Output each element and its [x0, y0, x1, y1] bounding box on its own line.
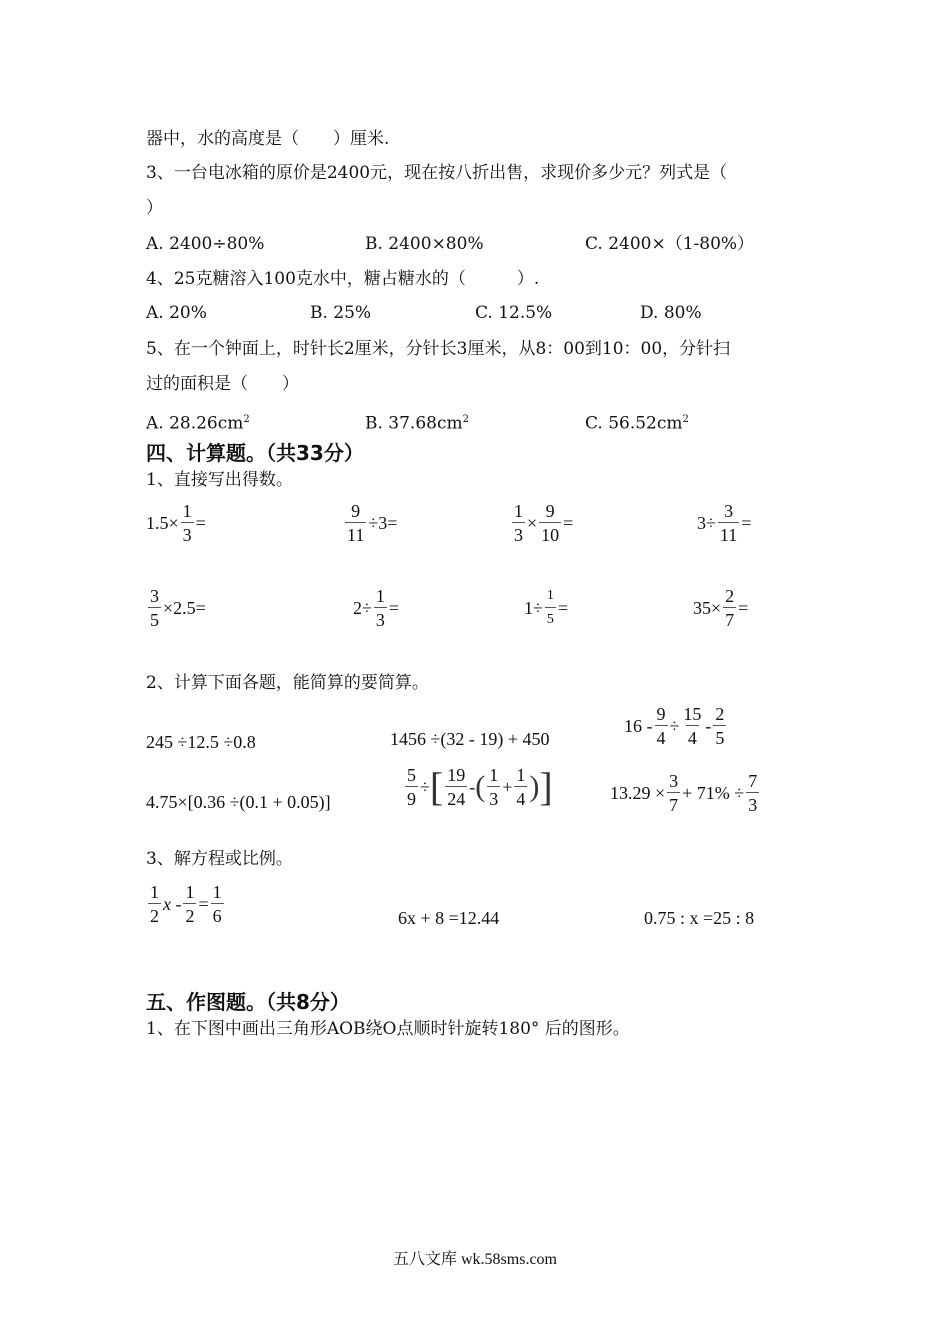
section4-sub3: 3、解方程或比例。 [146, 849, 293, 869]
equation-1: $\frac{1}{2}$ x - $\frac{1}{2}$ = $\frac{1}{6}$ [150, 882, 222, 926]
q4-option-d: D. 80% [640, 303, 702, 323]
section5-sub1: 1、在下图中画出三角形AOB绕O点顺时针旋转180° 后的图形。 [146, 1019, 630, 1039]
equation-3: 0.75 : x =25 : 8 [644, 908, 755, 928]
equation-2: 6x + 8 =12.44 [398, 908, 500, 928]
q3-stem: 3、一台电冰箱的原价是2400元，现在按八折出售，求现价多少元？列式是（ [146, 163, 728, 183]
calc-6: 13.29 × $\frac{3}{7}$ + 71% ÷ $\frac{7}{3}$ [610, 771, 758, 815]
oral-4: 3÷ $\frac{3}{11}$ = [697, 501, 752, 545]
q2-continuation: 器中，水的高度是（ ）厘米. [146, 129, 390, 149]
oral-3: $\frac{1}{3}$ × $\frac{9}{10}$ = [514, 501, 574, 545]
q3-option-b: B. 2400×80% [365, 234, 484, 254]
calc-3: 16 - $\frac{9}{4}$ ÷ $\frac{15}{4}$ - $\frac{2}{5}$ [624, 704, 725, 748]
section5-title: 五、作图题。（共8分） [146, 990, 350, 1014]
oral-2: $\frac{9}{11}$ ÷3= [347, 501, 398, 545]
q3-option-a: A. 2400÷80% [146, 234, 265, 254]
oral-7: 1÷ $\frac{1}{5}$ = [524, 588, 569, 627]
oral-1: 1.5× $\frac{1}{3}$ = [146, 501, 206, 545]
section4-sub2: 2、计算下面各题，能简算的要简算。 [146, 673, 429, 693]
q3-stem-cont: ） [146, 198, 163, 218]
q5-option-a: A. $28.26cm^2$ [146, 413, 250, 434]
q5-stem: 5、在一个钟面上，时针长2厘米，分针长3厘米，从8：00到10：00，分针扫 [146, 339, 731, 359]
calc-2: 1456 ÷(32 - 19) + 450 [390, 729, 550, 749]
calc-4: 4.75×[0.36 ÷(0.1 + 0.05)] [146, 792, 331, 812]
section4-title: 四、计算题。（共33分） [146, 441, 364, 465]
q4-option-c: C. 12.5% [475, 303, 553, 323]
q3-option-c: C. 2400×（1-80%） [585, 234, 755, 254]
section4-sub1: 1、直接写出得数。 [146, 470, 293, 490]
q4-option-a: A. 20% [146, 303, 207, 323]
oral-6: 2÷ $\frac{1}{3}$ = [353, 586, 400, 630]
calc-5: $\frac{5}{9}$ ÷ [ $\frac{19}{24}$ - ( $\frac{1}{3}$ + $\frac{1}{4}$ ) ] [407, 764, 553, 809]
footer-watermark: 五八文库 wk.58sms.com [392, 1251, 557, 1268]
oral-8: 35× $\frac{2}{7}$ = [693, 586, 749, 630]
q5-option-c: C. $56.52cm^2$ [585, 413, 689, 434]
q5-option-b: B. $37.68cm^2$ [365, 413, 469, 434]
oral-5: $\frac{3}{5}$ ×2.5= [150, 586, 206, 630]
calc-1: 245 ÷12.5 ÷0.8 [146, 732, 256, 752]
q4-stem: 4、25克糖溶入100克水中，糖占糖水的（ ）. [146, 269, 540, 289]
q5-stem-cont: 过的面积是（ ） [146, 374, 299, 394]
q4-option-b: B. 25% [310, 303, 372, 323]
